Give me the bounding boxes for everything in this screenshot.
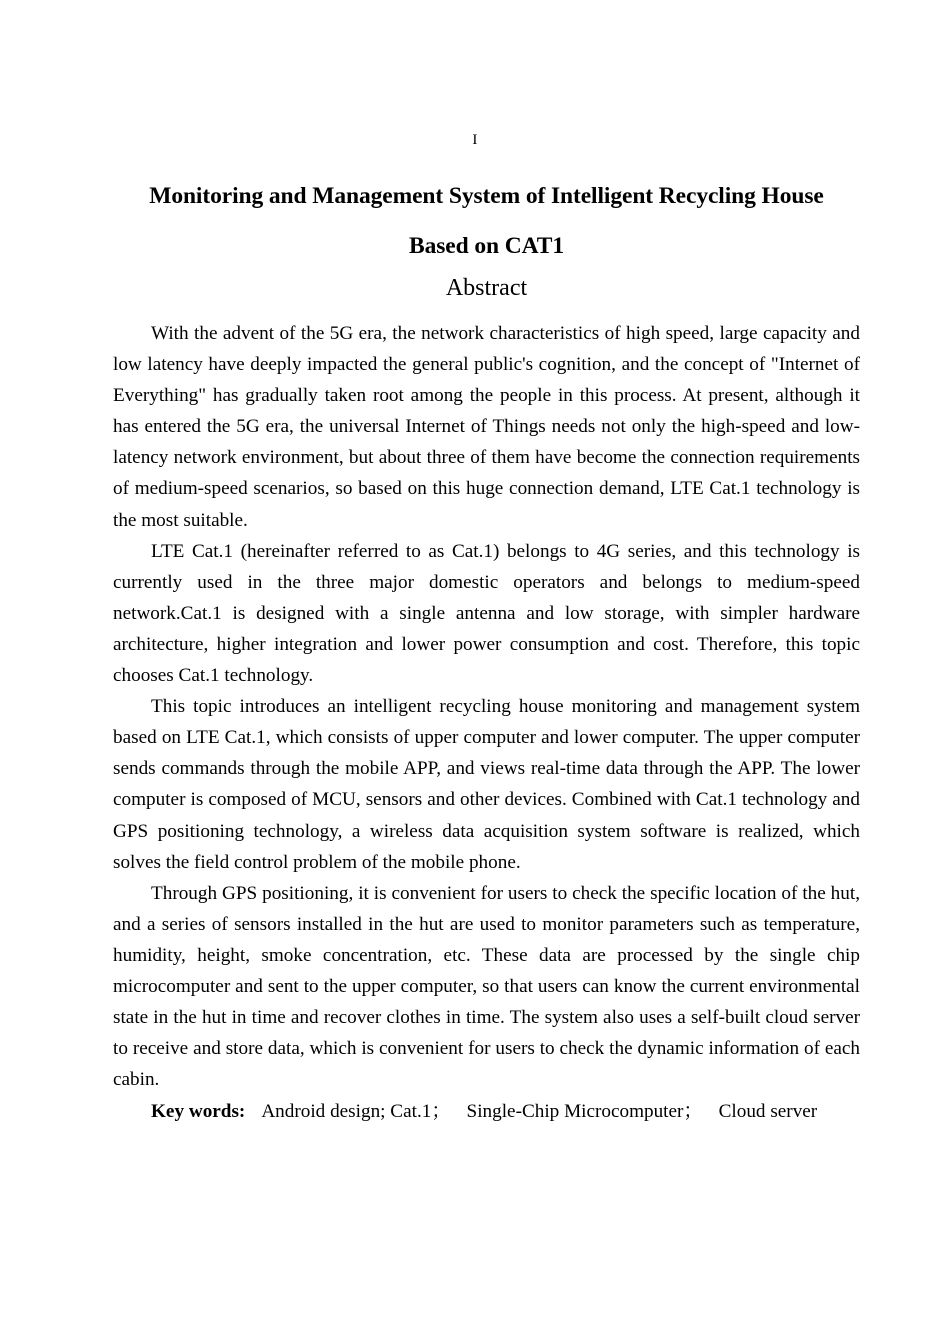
title-line-1: Monitoring and Management System of Intelligent Recycling House — [149, 183, 824, 209]
abstract-body — [113, 318, 860, 1127]
title-line-2: Based on CAT1 — [409, 233, 564, 259]
keyword-item-1: Android design; Cat.1； — [261, 1101, 451, 1123]
page-number: I — [472, 132, 478, 148]
keywords-label: Key words: — [151, 1101, 246, 1123]
keyword-item-2: Single-Chip Microcomputer； — [466, 1101, 703, 1123]
abstract-paragraph-1: With the advent of the 5G era, the network characteristics of high speed, large capacity and low latency have deeply impacted the general public's cognition, and the concept of "Internet of Everything" has gradually taken root among the people in this process. At present, although it has entered the 5G era, the universal Internet of Things needs not only the high-speed and low-latency network environment, but about three of them have become the connection requirements of medium-speed scenarios, so based on this huge connection demand, LTE Cat.1 technology is the most suitable. — [113, 323, 860, 531]
abstract-paragraph-4: Through GPS positioning, it is convenient for users to check the specific location of the hut, and a series of sensors installed in the hut are used to monitor parameters such as temperature, humidity, height, smoke concentration, etc. These data are processed by the single chip microcomputer and sent to the upper computer, so that users can know the current environmental state in the hut in time and recover clothes in time. The system also uses a self-built cloud server to receive and store data, which is convenient for users to check the dynamic information of each cabin. — [113, 882, 860, 1091]
abstract-paragraph-3: This topic introduces an intelligent recycling house monitoring and management system based on LTE Cat.1, which consists of upper computer and lower computer. The upper computer sends commands through the mobile APP, and views real-time data through the APP. The lower computer is composed of MCU, sensors and other devices. Combined with Cat.1 technology and GPS positioning technology, a wireless data acquisition system software is realized, which solves the field control problem of the mobile phone. — [113, 696, 860, 873]
abstract-heading: Abstract — [445, 275, 528, 301]
keywords-line — [113, 1096, 860, 1127]
document-title — [113, 171, 860, 271]
abstract-paragraph-2: LTE Cat.1 (hereinafter referred to as Cat.1) belongs to 4G series, and this technology is currently used in the three major domestic operators and belongs to medium-speed network.Cat.1 is designed with a single antenna and low storage, with simpler hardware architecture, higher integration and lower power consumption and cost. Therefore, this topic chooses Cat.1 technology. — [113, 540, 860, 687]
keyword-item-3: Cloud server — [718, 1101, 818, 1123]
